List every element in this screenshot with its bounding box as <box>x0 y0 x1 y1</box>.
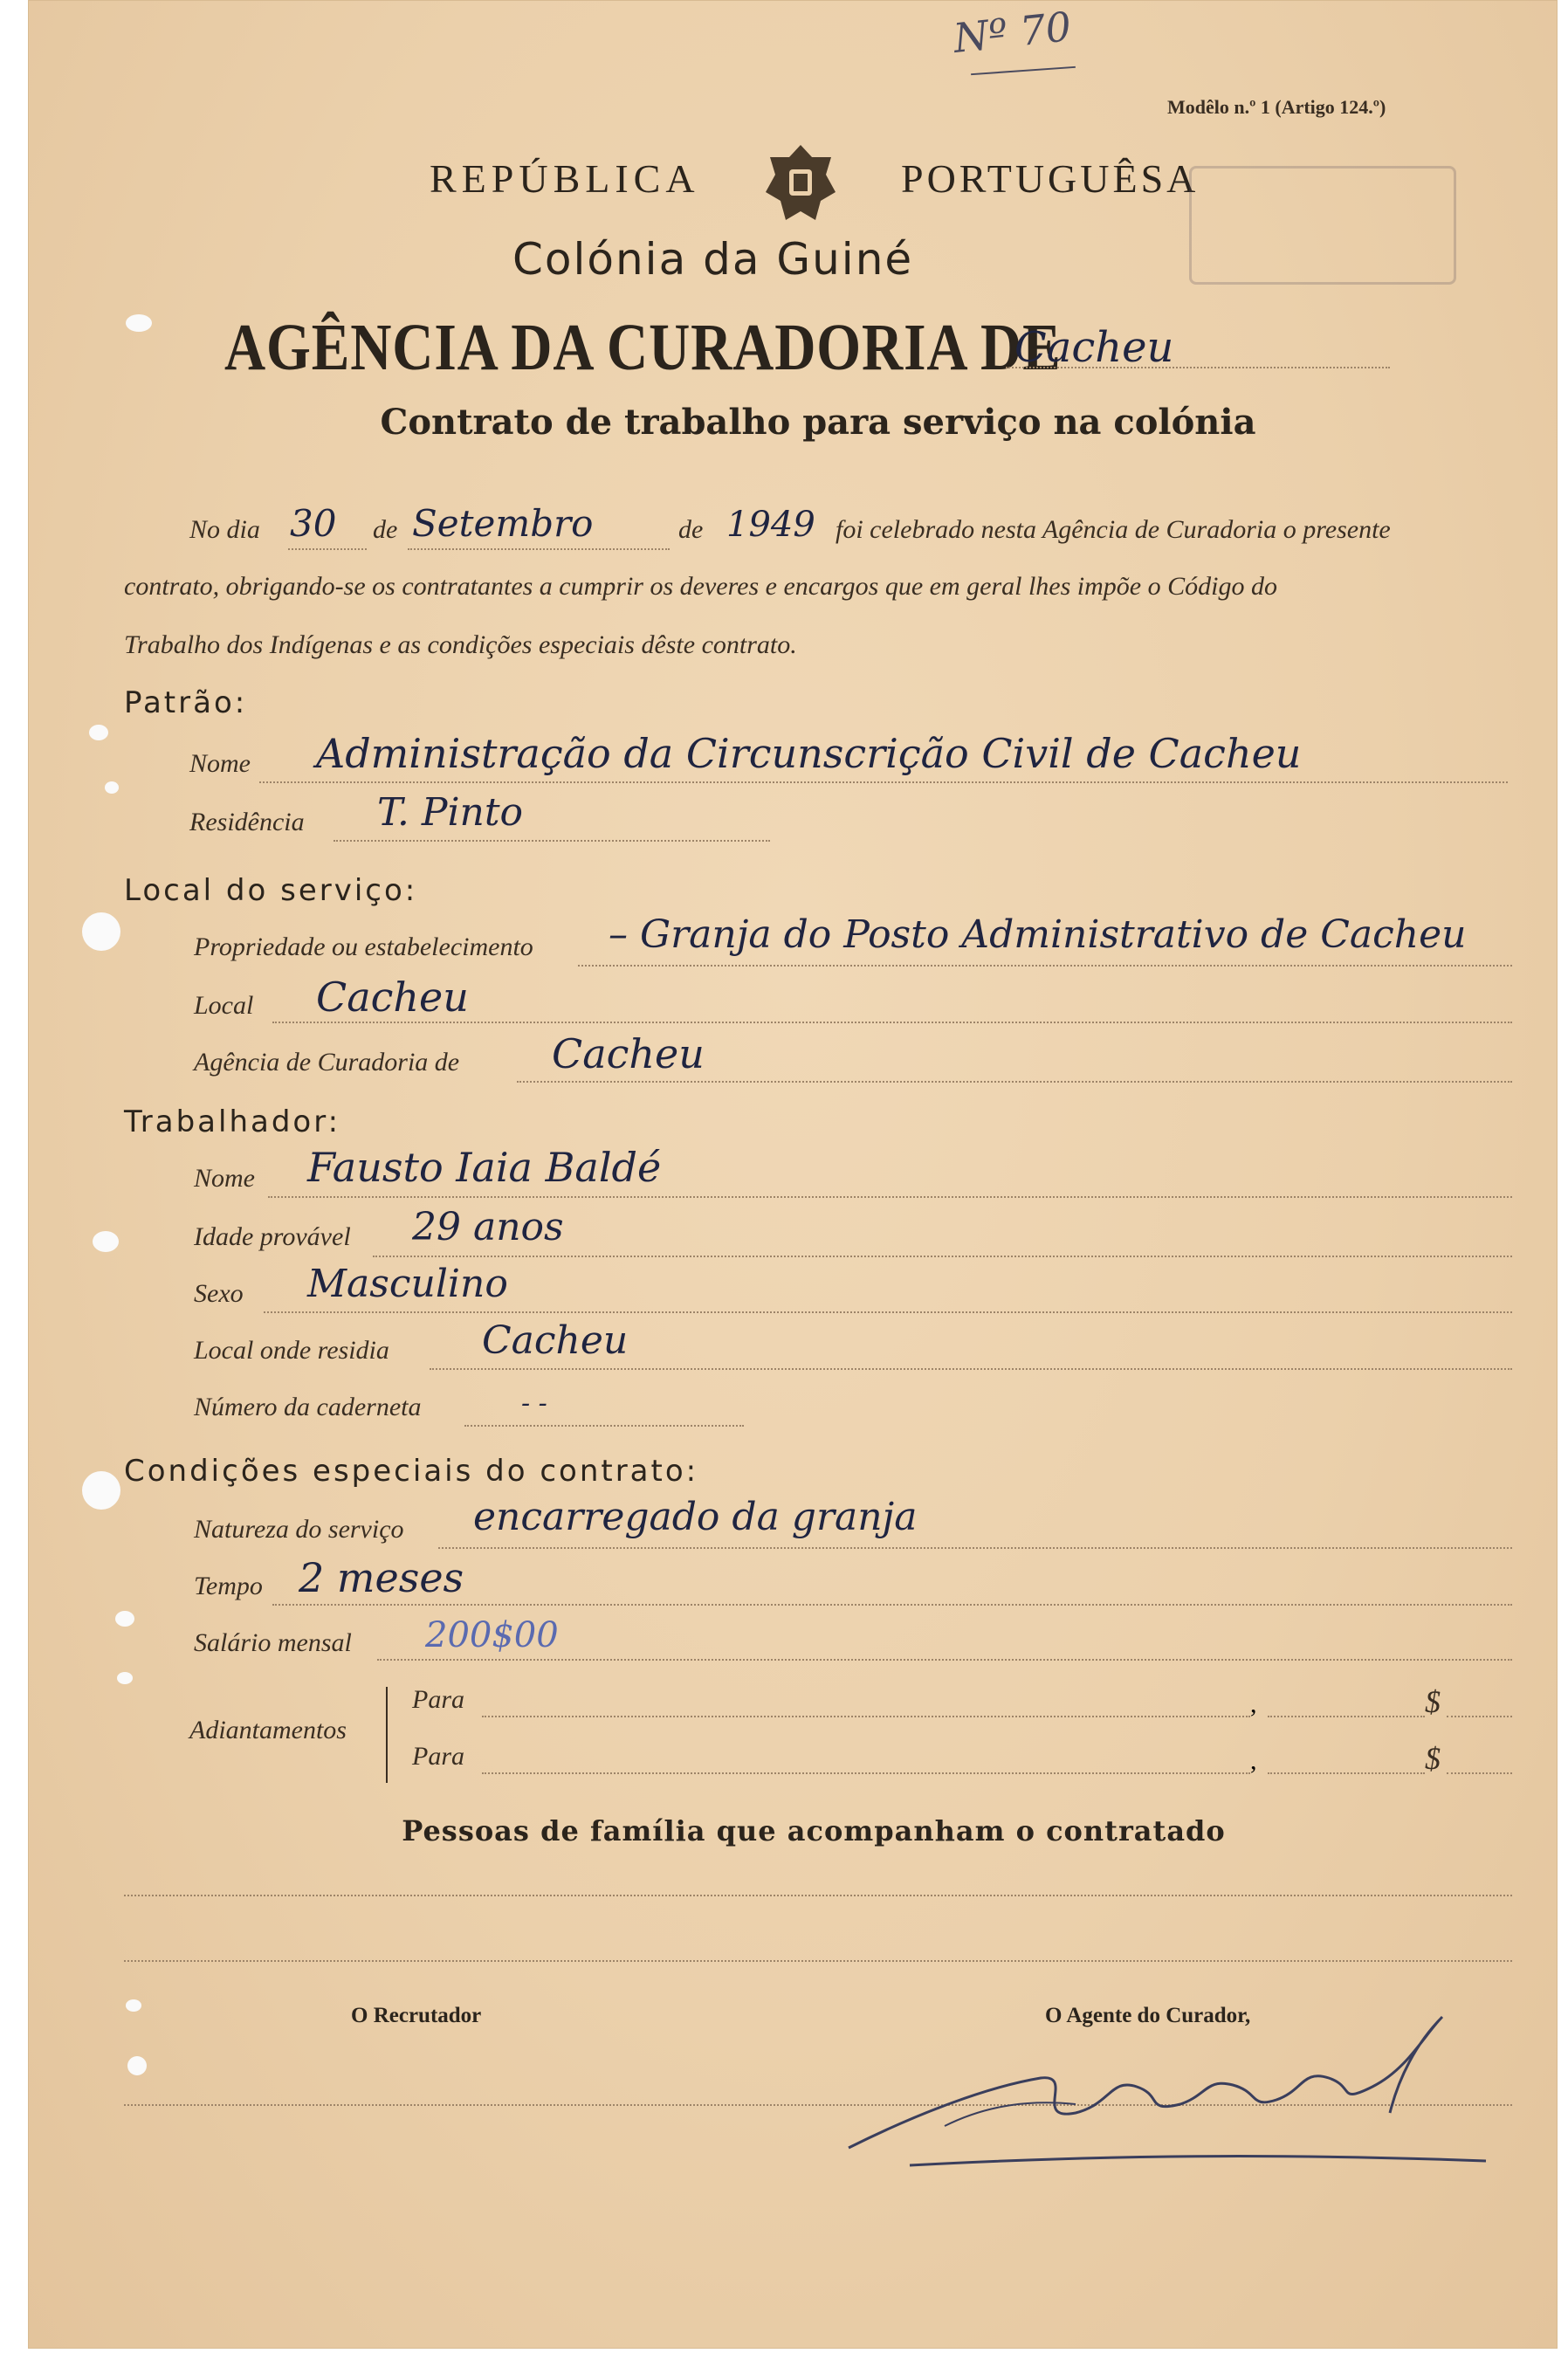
agency-place: Cacheu <box>1014 323 1174 372</box>
intro-day: 30 <box>290 502 337 545</box>
intro-line2: contrato, obrigando-se os contratantes a cumprir os deveres e encargos que em geral lhes impõe o Código do <box>124 572 1277 601</box>
tempo-value: 2 meses <box>299 1554 464 1601</box>
para-1-label: Para <box>412 1685 464 1714</box>
residia-label: Local onde residia <box>194 1336 389 1365</box>
intro-no-dia: No dia <box>189 515 260 544</box>
para-2-label: Para <box>412 1742 464 1771</box>
salario-dots <box>377 1659 1512 1661</box>
colony-name: Colónia da Guiné <box>512 234 914 285</box>
patrao-nome-dots <box>259 781 1508 783</box>
agente-label: O Agente do Curador, <box>1045 2004 1251 2027</box>
agency-title: AGÊNCIA DA CURADORIA DE <box>224 311 1062 384</box>
para-2-cents-dots <box>1447 1772 1512 1774</box>
idade-label: Idade provável <box>194 1222 351 1251</box>
local-dots <box>272 1022 1512 1023</box>
para-2-currency: $ <box>1425 1741 1441 1776</box>
intro-day-dots <box>288 548 367 550</box>
para-1-amount-dots <box>1268 1716 1425 1717</box>
contract-title: Contrato de trabalho para serviço na colónia <box>380 402 1256 443</box>
para-1-currency: $ <box>1425 1684 1441 1719</box>
sexo-label: Sexo <box>194 1279 244 1308</box>
adiantamentos-brace <box>386 1687 396 1783</box>
trabalhador-nome-dots <box>268 1196 1512 1198</box>
intro-line3: Trabalho dos Indígenas e as condições especiais dêste contrato. <box>124 630 797 659</box>
local-value: Cacheu <box>316 974 469 1021</box>
intro-year: 1949 <box>726 505 815 545</box>
familia-line-2 <box>124 1960 1512 1962</box>
propriedade-dots <box>578 965 1512 967</box>
idade-value: 29 anos <box>412 1205 564 1249</box>
familia-heading: Pessoas de família que acompanham o contratado <box>402 1814 1226 1847</box>
number-underline <box>971 66 1076 75</box>
agent-signature <box>814 1982 1495 2183</box>
familia-line-1 <box>124 1895 1512 1896</box>
intro-month: Setembro <box>412 502 594 545</box>
republic-right: PORTUGUÊSA <box>901 156 1200 201</box>
local-servico-heading: Local do serviço: <box>124 873 418 908</box>
number-stamp: Nº 70 <box>951 3 1074 62</box>
trabalhador-nome-label: Nome <box>194 1164 255 1193</box>
para-1-dots <box>482 1716 1250 1717</box>
residia-dots <box>430 1368 1512 1370</box>
residia-value: Cacheu <box>482 1318 629 1363</box>
damage-mark <box>126 1999 141 2012</box>
agency-dotted-line <box>1006 367 1390 368</box>
trabalhador-heading: Trabalhador: <box>124 1104 341 1139</box>
damage-mark <box>126 314 152 332</box>
propriedade-value: – Granja do Posto Administrativo de Cacheu <box>609 912 1467 957</box>
natureza-label: Natureza do serviço <box>194 1515 404 1544</box>
damage-mark <box>127 2056 147 2075</box>
sexo-value: Masculino <box>307 1262 508 1306</box>
natureza-dots <box>438 1547 1512 1549</box>
patrao-nome-label: Nome <box>189 749 251 778</box>
trabalhador-nome-value: Fausto Iaia Baldé <box>307 1144 662 1191</box>
salario-value: 200$00 <box>425 1615 559 1655</box>
punch-hole <box>82 1471 120 1510</box>
caderneta-dots <box>464 1425 744 1427</box>
caderneta-value: - - <box>521 1388 547 1419</box>
para-2-comma: , <box>1250 1746 1257 1775</box>
idade-dots <box>373 1256 1512 1257</box>
tempo-dots <box>272 1604 1512 1606</box>
intro-de1: de <box>373 515 398 544</box>
patrao-residencia-value: T. Pinto <box>377 790 524 835</box>
intro-de2: de <box>678 515 704 544</box>
intro-line1-rest: foi celebrado nesta Agência de Curadoria o presente <box>836 515 1391 544</box>
damage-mark <box>117 1672 133 1684</box>
agencia-dots <box>517 1081 1512 1083</box>
para-2-amount-dots <box>1268 1772 1425 1774</box>
para-2-dots <box>482 1772 1250 1774</box>
agencia-label: Agência de Curadoria de <box>194 1048 460 1077</box>
adiantamentos-label: Adiantamentos <box>189 1716 347 1744</box>
faint-stamp <box>1189 166 1456 285</box>
propriedade-label: Propriedade ou estabelecimento <box>194 932 533 961</box>
local-label: Local <box>194 991 254 1020</box>
patrao-heading: Patrão: <box>124 685 248 720</box>
damage-mark <box>105 781 119 794</box>
para-1-comma: , <box>1250 1689 1257 1718</box>
sexo-dots <box>264 1311 1512 1313</box>
patrao-residencia-dots <box>334 840 770 842</box>
republic-left: REPÚBLICA <box>430 156 700 201</box>
damage-mark <box>93 1231 119 1252</box>
punch-hole <box>82 912 120 951</box>
damage-mark <box>89 725 108 740</box>
tempo-label: Tempo <box>194 1572 263 1600</box>
caderneta-label: Número da caderneta <box>194 1393 422 1421</box>
patrao-residencia-label: Residência <box>189 808 305 836</box>
intro-month-dots <box>408 548 670 550</box>
patrao-nome-value: Administração da Circunscrição Civil de Cacheu <box>316 730 1302 777</box>
recrutador-label: O Recrutador <box>351 2004 482 2027</box>
coat-of-arms-icon <box>753 140 849 227</box>
salario-label: Salário mensal <box>194 1628 352 1657</box>
agencia-value: Cacheu <box>552 1030 705 1077</box>
para-1-cents-dots <box>1447 1716 1512 1717</box>
model-reference: Modêlo n.º 1 (Artigo 124.º) <box>1167 96 1386 118</box>
natureza-value: encarregado da granja <box>473 1495 918 1539</box>
condicoes-heading: Condições especiais do contrato: <box>124 1454 699 1489</box>
damage-mark <box>115 1611 134 1627</box>
contract-page <box>28 0 1558 2349</box>
